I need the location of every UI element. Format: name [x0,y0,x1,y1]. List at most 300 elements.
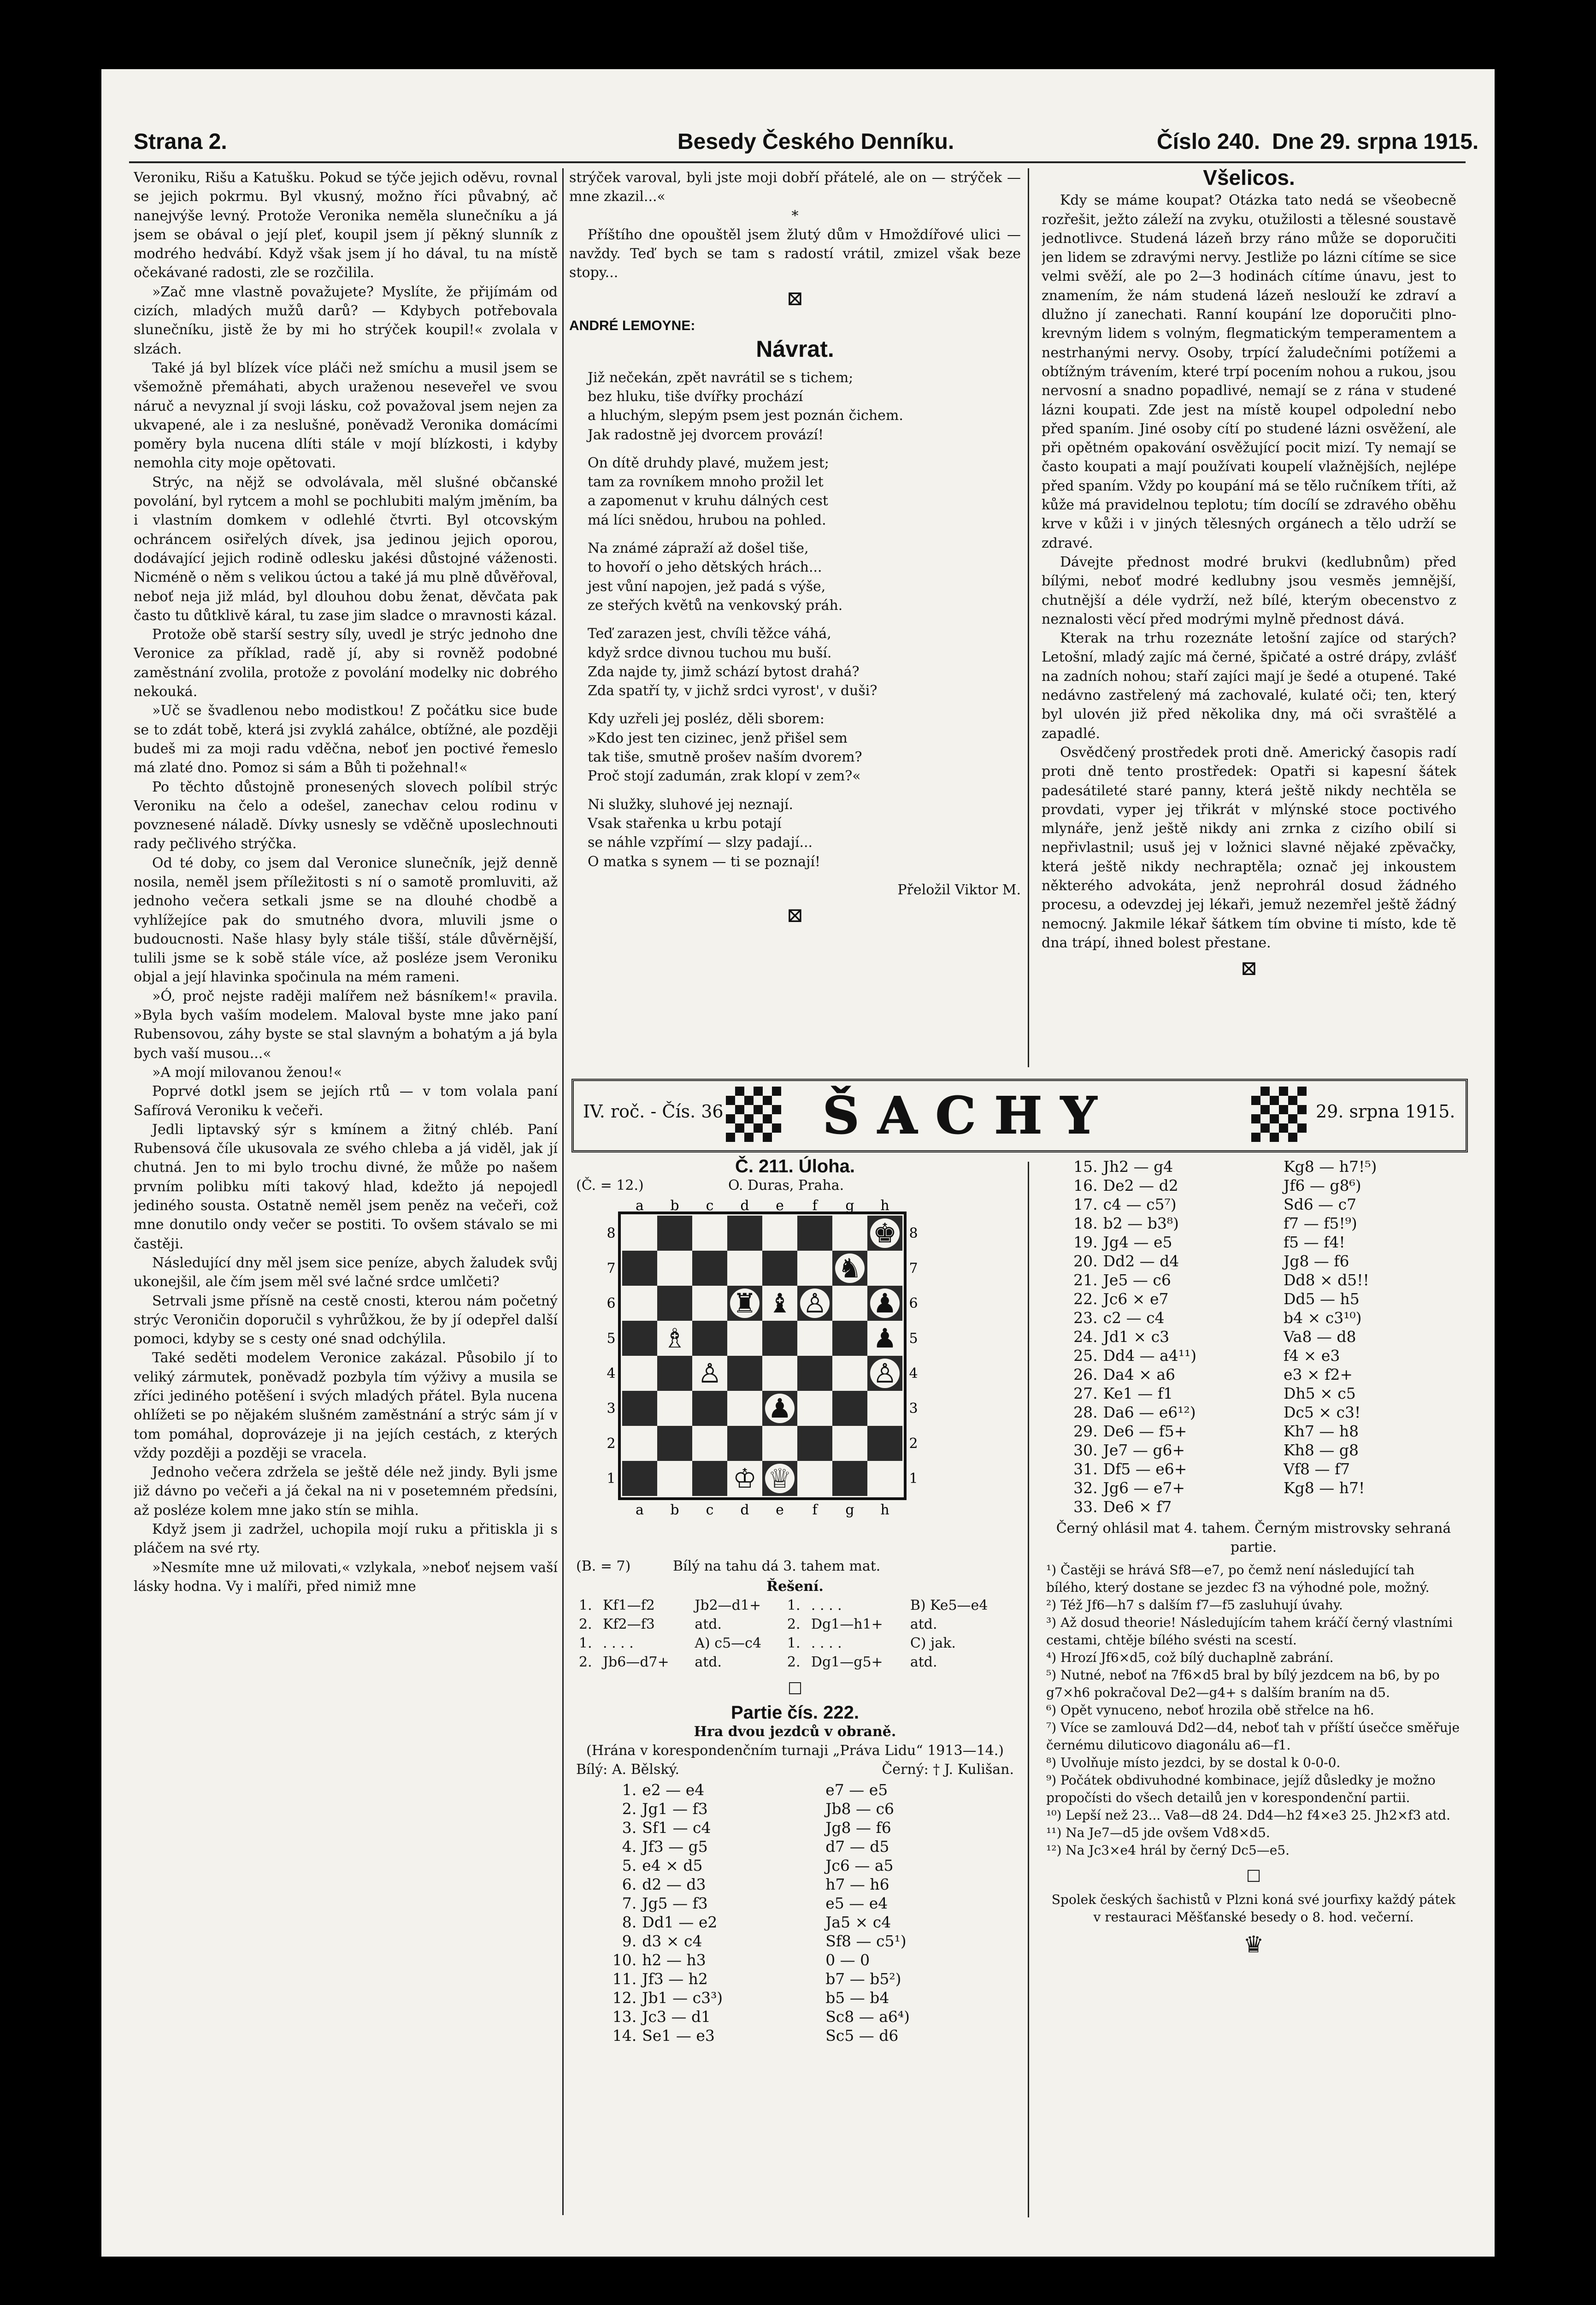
move-number: 24. [1073,1328,1098,1346]
checker-ornament-icon [1251,1087,1307,1142]
chess-piece: ♟ [873,1288,897,1319]
chess-right-column [1046,1157,1461,2217]
issue-date: Dne 29. srpna 1915. [1272,130,1479,154]
board-square [692,1286,727,1321]
board-square [797,1356,832,1391]
board-square [797,1216,832,1251]
queen-ornament-icon: ♛ [1243,1931,1264,1958]
move: . . . . [811,1635,842,1651]
white-move: De2 — d2 [1103,1176,1178,1194]
table-row [1046,1478,1461,1497]
black-move: f7 — f5!⁹) [1283,1214,1357,1232]
story-column [134,168,558,2012]
chess-board [604,1197,926,1557]
white-move: Dd2 — d4 [1103,1252,1179,1270]
move-number: 18. [1073,1214,1098,1232]
table-row [1046,1384,1461,1403]
board-square [762,1321,797,1356]
file-label: d [740,1198,749,1214]
chess-piece: ♜ [733,1288,757,1319]
move-number: 8. [622,1913,637,1931]
table-row [576,2007,1014,2026]
solution-table [576,1596,1014,1672]
story-paragraph: Také já byl blízek více pláči než smíchu a musil jsem se všemožně přemáhati, abych uraženou neseveřel ve svou náruč a nevyznal jí svoji lásku, což považoval jsem nejen za ukvapené, ale i za neslušné, poněvadž Veronika domácími poměry byla nucena dlíti stále v mojí blízkosti, i kdyby nemohla city moje opětovati. [134,360,558,472]
move-number: 27. [1073,1384,1098,1402]
file-label: a [636,1198,644,1214]
chess-piece: ♙ [803,1288,827,1319]
poem-stanza: Na známé zápraží až došel tiše, to hovoří o jeho dětských hrách... jest vůní napojen, jež padá s výše, ze steřých květů na venkovský práh. [588,540,843,614]
black-move: Dh5 × c5 [1283,1384,1356,1402]
column-rule [1028,168,1029,1067]
move-number: 23. [1073,1309,1098,1327]
square-ornament-icon: □ [787,1678,803,1696]
chess-piece: ♟ [873,1323,897,1354]
file-label: b [670,1198,679,1214]
white-move: Jh2 — g4 [1103,1158,1173,1176]
black-move: 0 — 0 [825,1951,870,1969]
move-number: 29. [1073,1422,1098,1440]
board-square [727,1251,762,1286]
rank-label: 6 [607,1295,616,1312]
file-label: d [740,1502,749,1518]
board-square [622,1391,657,1426]
move-number: 13. [612,2008,637,2026]
ornament-icon: ⊠ [786,904,804,928]
file-label: f [812,1502,818,1518]
chess-piece: ♙ [698,1358,722,1389]
page-header [129,124,1479,163]
move: Dg1—g5+ [811,1654,883,1670]
white-move: De6 × f7 [1103,1498,1172,1516]
black-move: f4 × e3 [1283,1347,1340,1365]
issue-number: Číslo 240. [1157,130,1260,154]
board-square [657,1286,692,1321]
rank-label: 5 [909,1330,918,1347]
story-paragraph: Jednoho večera zdržela se ještě déle než jindy. Byli jsme již dávno po večeři a já čekal na ni v posetemném předsíni, až posléze kolem mne jako stín se mihla. [134,1464,558,1519]
rank-label: 1 [607,1471,616,1487]
newspaper-title: Besedy Českého Denníku. [677,130,954,154]
move-number: 20. [1073,1252,1098,1270]
game-note: ⁶) Opět vynuceno, neboť hrozila obě střelce na h6. [1046,1702,1374,1718]
game-result: Černý ohlásil mat 4. tahem. Černým mistrovsky sehraná partie. [1056,1520,1451,1555]
move: B) Ke5—e4 [910,1597,988,1614]
board-square [867,1251,902,1286]
board-square [727,1356,762,1391]
board-square [727,1216,762,1251]
table-row [576,1950,1014,1969]
chess-title: ŠACHY [823,1086,1115,1145]
black-move: Kh7 — h8 [1283,1422,1359,1440]
problem-count: (Č. = 12.) [576,1177,644,1194]
move-number: 19. [1073,1233,1098,1251]
black-move: b4 × c3¹⁰) [1283,1309,1362,1327]
board-square [657,1461,692,1496]
board-square [692,1461,727,1496]
table-row [1046,1403,1461,1422]
board-square [797,1321,832,1356]
move: atd. [910,1654,937,1670]
move-number: 26. [1073,1365,1098,1383]
white-move: Jg6 — e7+ [1103,1479,1185,1497]
board-square [692,1251,727,1286]
black-move: Kg8 — h7! [1283,1479,1365,1497]
game-note: ³) Až dosud theorie! Následujícím tahem kráčí černý vlastními cestami, chtěje bílého svésti na scestí. [1046,1615,1453,1648]
table-row [576,1856,1014,1875]
checker-ornament-icon [726,1087,781,1142]
problem-task: Bílý na tahu dá 3. tahem mat. [673,1558,881,1574]
game-notes [1046,1561,1461,1859]
story-paragraph: Následující dny měl jsem sice peníze, abych žaludek svůj ukonejšil, ale čím jsem měl své lačné srdce umlčeti? [134,1254,558,1290]
poem-stanza: Již nečekán, zpět navrátil se s tichem; bez hluku, tiše dvířky prochází a hluchým, slepým psem jest poznán čichem. Jak radostně jej dvorcem provází! [588,369,903,443]
black-move: Jg8 — f6 [825,1819,891,1837]
story-paragraph: Jedli liptavský sýr s kmínem a žitný chléb. Paní Rubensová číle ukusovala ze svého chleba a já viděl, jak jí chutná. Jen to mi bylo trochu divné, že může po našem prvním polibku míti takový hlad, kdežto já nepojedl jediného sousta. Ostatně neměl jsem peněz na večeři, což mne donutilo ondy večer se postiti. To ovšem stávalo se mi častěji. [134,1121,558,1252]
white-move: De6 — f5+ [1103,1422,1187,1440]
table-row [1046,1271,1461,1289]
white-move: Dd4 — a4¹¹) [1103,1347,1197,1365]
white-move: e2 — e4 [642,1781,705,1799]
black-move: d7 — d5 [825,1838,889,1856]
rank-label: 7 [909,1260,918,1277]
problem-author: O. Duras, Praha. [728,1177,844,1194]
chess-left-column [576,1157,1014,2217]
black-move: e3 × f2+ [1283,1365,1353,1383]
table-row [1046,1195,1461,1214]
move-number: 1. [579,1597,592,1614]
story-paragraph: Setrvali jsme přísně na cestě cnosti, kterou nám početný strýc Veroničin doporučil s vyhrůžkou, že by jí odepřel další pomoci, kdyby se s cesty oné snad odchýlila. [134,1293,558,1348]
table-row [1046,1214,1461,1233]
club-notice: Spolek českých šachistů v Plzni koná své jourfixy každý pátek v restauraci Měšťanské besedy o 8. hod. večerní. [1051,1892,1456,1925]
table-row [1046,1308,1461,1327]
poem-column [569,168,1021,1090]
move-number: 15. [1073,1158,1098,1176]
square-ornament-icon: □ [1246,1866,1261,1884]
board-square [832,1356,867,1391]
story-continuation: strýček varoval, byli jste moji dobří přátelé, ale on — strýček — mne zkazil...« [569,170,1021,205]
board-square [867,1426,902,1461]
board-square [622,1426,657,1461]
rank-label: 1 [909,1471,918,1487]
white-move: Df5 — e6+ [1103,1460,1187,1478]
black-move: Va8 — d8 [1283,1328,1356,1346]
board-square [727,1426,762,1461]
board-square [692,1216,727,1251]
story-paragraph: »A mojí milovanou ženou!« [152,1064,342,1081]
black-move: Jb8 — c6 [825,1800,894,1818]
chess-piece: ♗ [663,1323,687,1354]
rank-label: 5 [607,1330,616,1347]
white-move: c2 — c4 [1103,1309,1165,1327]
file-label: c [706,1198,714,1214]
white-move: d3 × c4 [642,1932,702,1950]
board-square [797,1461,832,1496]
section-title: Všelicos. [1203,168,1295,189]
game-note: ¹) Častěji se hrává Sf8—e7, po čemž není následující tah bílého, který dostane se jezdec f3 na výhodné pole, možný. [1046,1562,1430,1595]
chess-piece: ♟ [768,1393,792,1424]
black-move: Dc5 × c3! [1283,1403,1361,1421]
board-square [832,1321,867,1356]
black-move: f5 — f4! [1283,1233,1345,1251]
chess-piece: ♚ [873,1218,897,1249]
board-square [692,1426,727,1461]
white-move: b2 — b3⁸) [1103,1214,1179,1232]
rank-label: 8 [607,1225,616,1241]
game-info: (Hrána v korespondenčním turnaji „Práva Lidu“ 1913—14.) [586,1743,1004,1759]
rank-label: 3 [607,1401,616,1417]
board-square [692,1391,727,1426]
poem-stanza: Ni služky, sluhové jej neznají. Vsak stařenka u krbu potají se náhle vzpřímí — slzy padají... O matka s synem — ti se poznají! [588,796,821,870]
file-label: a [636,1502,644,1518]
black-move: h7 — h6 [825,1875,889,1893]
black-move: e7 — e5 [825,1781,888,1799]
black-move: Jf6 — g8⁶) [1283,1176,1361,1194]
move-number: 9. [622,1932,637,1950]
story-paragraph: Poprvé dotkl jsem se jejích rtů — v tom volala paní Safírová Veroniku k večeři. [134,1083,558,1119]
board-square [622,1251,657,1286]
table-row [1046,1289,1461,1308]
rank-label: 4 [909,1365,918,1382]
file-label: e [776,1198,784,1214]
poem-stanza: Teď zarazen jest, chvíli těžce váhá, když srdce divnou tuchou mu buší. Zda najde ty, jimž schází bytost drahá? Zda spatří ty, v jichž srdci vyrost', v duši? [588,626,878,699]
white-move: c4 — c5⁷) [1103,1195,1177,1213]
board-square [762,1216,797,1251]
black-move: Ja5 × c4 [825,1913,891,1931]
white-move: Sf1 — c4 [642,1819,711,1837]
story-paragraph: Od té doby, co jsem dal Veronice slunečník, jejž denně nosila, neměl jsem příležitosti s ní o samotě promluviti, až jednoho večera setkali jsme se na dlouhé chodbě a vyhlížejíce pak do smutného dvora, mluvili jsme o budoucnosti. Naše hlasy byly stále tišší, stále důvěrnější, tulili jsme se k sobě stále více, až posléze jsem Veroniku objal a její hlavinka spočinula na mém rameni. [134,855,558,986]
black-move: b5 — b4 [825,1989,889,2007]
board-square [867,1461,902,1496]
move-number: 16. [1073,1176,1098,1194]
white-move: e4 × d5 [642,1856,703,1874]
board-square [692,1321,727,1356]
black-move: Vf8 — f7 [1283,1460,1350,1478]
move-number: 32. [1073,1479,1098,1497]
move-number: 2. [622,1800,637,1818]
board-square [762,1426,797,1461]
table-row [1046,1157,1461,1176]
black-move: Kg8 — h7!⁵) [1283,1158,1377,1176]
move-number: 2. [787,1654,801,1670]
move-number: 5. [622,1856,637,1874]
table-row [576,1837,1014,1856]
table-row [1046,1365,1461,1384]
black-move: Sd6 — c7 [1283,1195,1357,1213]
table-row [576,1596,1014,1615]
story-paragraph: Veroniku, Rišu a Katušku. Pokud se týče jejich oděvu, rovnal se jejich pokrmu. Byl vkusný, možno říci půvabný, ač nanejvýše levný. Protože Veronika neměla slunečníku a já jsem se obával o její pleť, koupil jsem jí pěkný slunník z modrého hedvábí. Když však jsem jí ho dával, tu na místě očekávané radosti, zle se rozčilila. [134,170,558,281]
table-row [1046,1497,1461,1516]
board-square [762,1356,797,1391]
board-square [622,1216,657,1251]
game-note: ⁷) Více se zamlouvá Dd2—d4, neboť tah v příští úsečce směřuje černému diluticovo diagonálu a6—f1. [1046,1720,1460,1753]
black-move: Jg8 — f6 [1283,1252,1349,1270]
board-square [867,1391,902,1426]
move: . . . . [603,1635,634,1651]
game-note: ¹¹) Na Je7—d5 jde ovšem Vd8×d5. [1046,1825,1270,1840]
game-note: ⁸) Uvolňuje místo jezdci, by se dostal k 0-0-0. [1046,1755,1341,1770]
black-move: e5 — e4 [825,1894,888,1912]
miscellany-paragraph: Kterak na trhu rozeznáte letošní zajíce od starých? Letošní, mladý zajíc má černé, špičaté a ostré drápy, zvlášť na zadních nohou; staří zajíci mají je šedé a otupené. Také nedávno zastřelený má zachovalé, kulaté oči; ten, který byl ulovén již před několika dny, má oči svraštělé a zapadlé. [1042,630,1456,742]
white-move: Da4 × a6 [1103,1365,1176,1383]
board-square [797,1391,832,1426]
chess-piece: ♝ [768,1288,792,1319]
board-square [622,1356,657,1391]
miscellany-paragraph: Dávejte přednost modré brukvi (kedlubnům) před bílými, neboť modré kedlubny jsou vesměs jemnější, chutnější a déle vydrží, než bílé, kterým obecenstvo z neznalosti věcí před modrými mylně přednost dává. [1042,554,1456,627]
move-number: 33. [1073,1498,1098,1516]
table-row [1046,1346,1461,1365]
move-number: 14. [612,2027,637,2045]
miscellany-paragraph: Osvědčený prostředek proti dně. Americký časopis radí proti dně tento prostředek: Opatři si kapesní šátek padesátileté staré panny, která ještě nikdy nechtěla se provdati, vyper jej třikrát v mlýnské stoce poctivého mlynáře, jenž ještě nikdy ani zrnka z cizího obilí si nepřivlastnil; usuš jej v ložnici slavné nějaké zpěvačky, která ještě nikdy nechraptěla; označ jej inkoustem některého advokáta, jenž neprohrál dosud žádného procesu, a odevzdej jej lékaři, jemuž nezemřel ještě žádný nemocný. Jakmile lékař šátkem tím obvine ti místo, kde tě dna trápí, ihned bolest přestane. [1042,744,1456,951]
game-note: ²) Též Jf6—h7 s dalším f7—f5 zasluhují úvahy. [1046,1597,1343,1613]
move-number: 2. [579,1654,592,1670]
file-label: c [706,1502,714,1518]
table-row [576,1969,1014,1988]
move-number: 12. [612,1989,637,2007]
story-paragraph: »Zač mne vlastně považujete? Myslíte, že přijímám od cizích, mladých mužů darů? — Kdybych potřebovala slunečníku, jistě že by mi ho strýček koupil!« zvolala v slzách. [134,284,558,357]
story-paragraph: »Ó, proč nejste raději malířem než básníkem!« pravila. »Byla bych vaším modelem. Maloval byste mne jako paní Rubensovou, záhy byste se stal slavným a bohatým a já byla bych vaší musou...« [134,988,558,1062]
move-number: 11. [612,1970,637,1988]
white-move: Da6 — e6¹²) [1103,1403,1196,1421]
chess-piece: ♞ [838,1253,862,1284]
move: Jb2—d1+ [695,1597,761,1614]
table-row [576,2026,1014,2045]
table-row [1046,1422,1461,1441]
move-number: 10. [612,1951,637,1969]
poem-author: ANDRÉ LEMOYNE: [569,318,695,334]
story-paragraph: Také seděti modelem Veronice zakázal. Působilo jí to veliký zármutek, poněvadž pozbyla tím výživy a musila se zříci jediného potěšení i svých mladých přátel. Byla nucena ohlížeti se po nějakém slušném zaměstnání a strýc sám jí v tom pomáhal, doprovázeje ji na jejích cestách, z kterých vždy později a později se vracela. [134,1350,558,1461]
move-number: 22. [1073,1290,1098,1308]
file-label: h [880,1198,889,1214]
table-row [576,1799,1014,1818]
white-move: Dd1 — e2 [642,1913,718,1931]
white-move: Jb1 — c3³) [642,1989,723,2007]
move-number: 1. [787,1597,801,1614]
table-row [576,1913,1014,1932]
miscellany-paragraph: Kdy se máme koupat? Otázka tato nedá se všeobecně rozřešit, ježto záleží na zvyku, otužilosti a tělesné soustavě jednotlivce. Studená lázeň brzy ráno může se doporučiti jen lidem se zdravými nervy. Jestliže po lázni cítíme se sice velmi svěží, ale po 2—3 hodinách cítíme únavu, jest to znamením, že nám studená lázeň neslouží ke zdraví a dlužno jí zanechati. Ranní koupání lze doporučiti plnokrevným lidem s volným, flegmatickým temperamentem a nestrhanými nervy. Osoby, trpící žaludečními potížemi a obtížným trávením, které trpí pocením nohou a rukou, jsou nervosní a snadno popadlivé, nemají se z rána v studené lázni koupati. Zde jest na místě koupel odpolední nebo před spaním. Jiné osoby cítí po studené lázni osvěžení, ale při opětném opakování osvěžující pocit mizí. Ty nemají se často koupati a mají používati koupelí vlažnějších, nejlépe před spaním. Vždy po koupání má se tělo ručníkem tříti, až kůže má pravidelnou teplotu; tím docílí se zdravého oběhu krve v kůži i v jiných tělesných orgánech a tělo udrží se zdravé. [1042,192,1456,551]
move: C) jak. [910,1635,956,1651]
move-number: 4. [622,1838,637,1856]
ornament-icon: ⊠ [1240,957,1258,981]
table-row [1046,1176,1461,1195]
white-player: Bílý: A. Bělský. [576,1761,680,1778]
move-number: 2. [787,1616,801,1632]
black-move: Dd5 — h5 [1283,1290,1360,1308]
rank-label: 6 [909,1295,918,1312]
move-number: 28. [1073,1403,1098,1421]
black-move: Dd8 × d5!! [1283,1271,1369,1289]
black-move: Sc5 — d6 [825,2027,899,2045]
moves-table [1046,1157,1461,1516]
chess-piece: ♔ [733,1463,757,1494]
poem-translator: Přeložil Viktor M. [897,881,1021,898]
black-move: Sf8 — c5¹) [825,1932,907,1950]
column-rule [562,168,564,2215]
move-number: 3. [622,1819,637,1837]
white-move: d2 — d3 [642,1875,706,1893]
rank-label: 4 [607,1365,616,1382]
rank-label: 2 [909,1436,918,1452]
move-number: 2. [579,1616,592,1632]
file-label: f [812,1198,818,1214]
solution-title: Řešení. [766,1578,824,1595]
file-label: g [845,1502,854,1518]
table-row [576,1818,1014,1837]
table-row [576,1875,1014,1894]
chess-banner [571,1079,1468,1152]
move-number: 6. [622,1875,637,1893]
move-number: 25. [1073,1347,1098,1365]
move-number: 17. [1073,1195,1098,1213]
chess-date: 29. srpna 1915. [1316,1101,1455,1122]
white-move: Jc6 × e7 [1103,1290,1169,1308]
move: Dg1—h1+ [811,1616,883,1632]
story-paragraph: Po těchto důstojně pronesených slovech políbil strýc Veroniku na čelo a odešel, zanechav celou rodinu v povznesené náladě. Dívky usnesly se vděčně uposlechnouti rady pečlivého strýčka. [134,779,558,852]
white-move: Se1 — e3 [642,2027,715,2045]
black-player: Černý: † J. Kulišan. [882,1761,1014,1778]
board-square [727,1391,762,1426]
game-subtitle: Hra dvou jezdců v obraně. [694,1724,896,1740]
move-number: 7. [622,1894,637,1912]
file-label: g [845,1198,854,1214]
poem-title: Návrat. [756,336,834,362]
file-label: h [880,1502,889,1518]
table-row [1046,1252,1461,1271]
table-row [1046,1441,1461,1460]
board-square [657,1426,692,1461]
board-square [622,1286,657,1321]
move-number: 1. [579,1635,592,1651]
section-star: * [791,207,799,224]
move-number: 30. [1073,1441,1098,1459]
rank-label: 7 [607,1260,616,1277]
table-row [1046,1460,1461,1478]
table-row [576,1932,1014,1950]
white-move: h2 — h3 [642,1951,706,1969]
moves-table [576,1780,1014,2045]
story-ending: Příštího dne opouštěl jsem žlutý dům v Hmoždířové ulici — navždy. Teď bych se tam s radostí vrátil, zmizel však beze stopy... [569,226,1021,281]
file-label: e [776,1502,784,1518]
move: Kf1—f2 [603,1597,655,1614]
move-number: 31. [1073,1460,1098,1478]
board-square [657,1356,692,1391]
white-move: Jf3 — g5 [642,1838,708,1856]
chess-volume: IV. roč. - Čís. 36 [583,1101,724,1122]
board-square [797,1426,832,1461]
black-move: Sc8 — a6⁴) [825,2008,910,2026]
board-square [657,1251,692,1286]
rank-label: 8 [909,1225,918,1241]
story-paragraph: Když jsem ji zadržel, uchopila mojí ruku a přitiskla ji s pláčem na své rty. [134,1521,558,1557]
table-row [576,1894,1014,1913]
newspaper-page [101,69,1495,2257]
move: atd. [695,1654,722,1670]
board-square [762,1251,797,1286]
move: Kf2—f3 [603,1616,655,1632]
board-square [622,1461,657,1496]
black-move [1281,1497,1461,1516]
rank-label: 2 [607,1436,616,1452]
table-row [576,1653,1014,1672]
board-square [832,1216,867,1251]
white-move: Jf3 — h2 [642,1970,708,1988]
black-move: Kh8 — g8 [1283,1441,1359,1459]
table-row [1046,1327,1461,1346]
game-title: Partie čís. 222. [731,1702,859,1723]
story-paragraph: Protože obě starší sestry síly, uvedl je strýc jednoho dne Veronice za příklad, radě jí, aby si rovněž podobné zaměstnání zvolila, protože z povolání modelky nic dobrého nekouká. [134,626,558,700]
poem-stanza: On dítě druhdy plavé, mužem jest; tam za rovníkem mnoho prožil let a zapomenut v kruhu dálných cest má líci snědou, hrubou na pohled. [588,455,829,528]
board-square [622,1321,657,1356]
board-square [657,1391,692,1426]
white-move: Jg1 — f3 [642,1800,708,1818]
white-move: Jg5 — f3 [642,1894,708,1912]
